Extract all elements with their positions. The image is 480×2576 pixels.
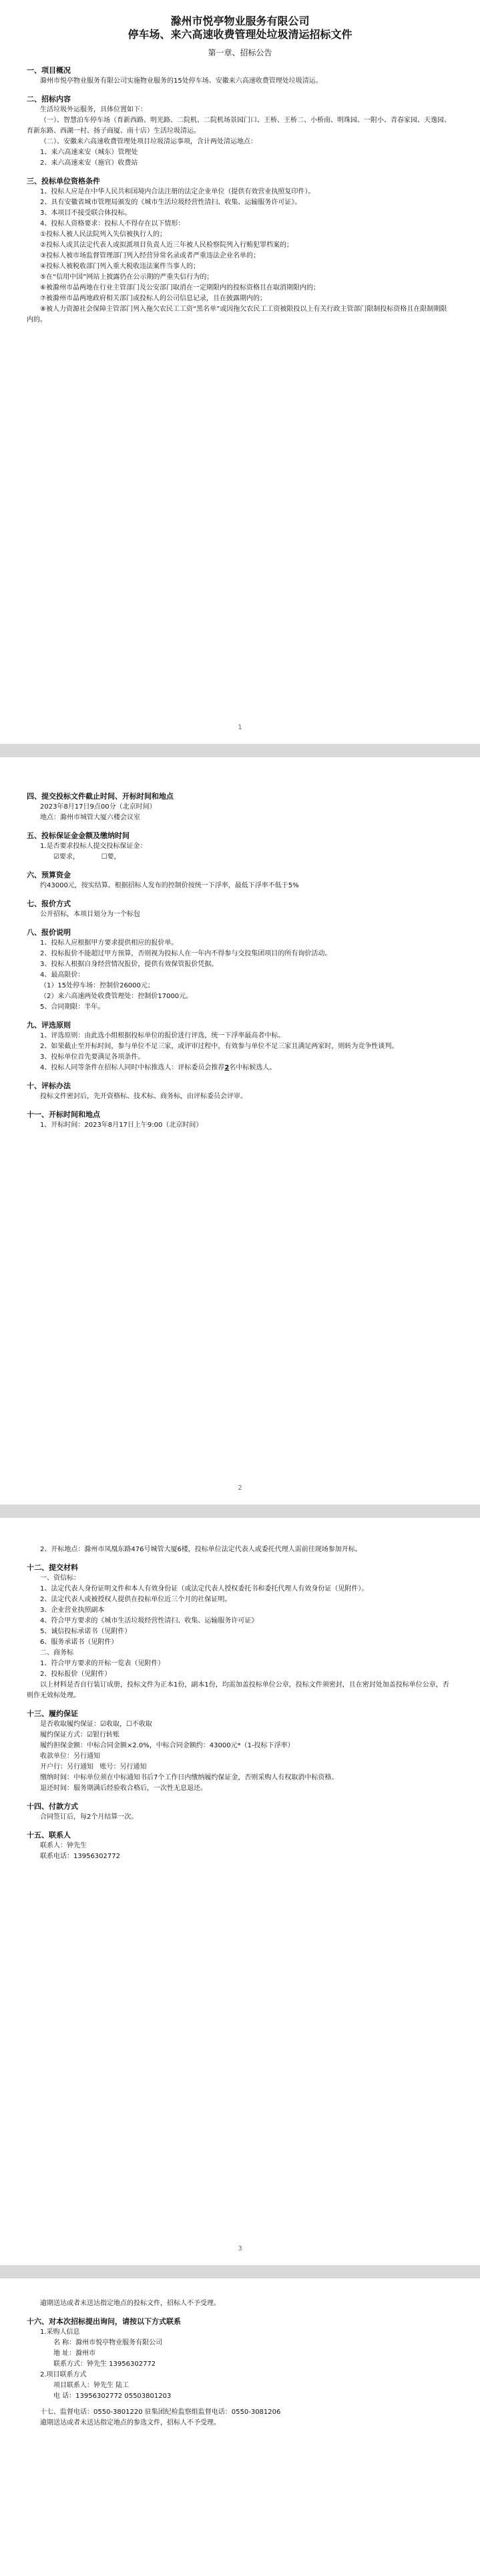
section-heading: 十六、对本次招标提出询问，请按以下方式联系 <box>27 2317 181 2326</box>
paragraph: 3、本项目不接受联合体投标。 <box>40 209 132 217</box>
section-heading: 三、投标单位资格条件 <box>27 177 100 185</box>
list-item: ⑥被滁州市晶两地在行业主管部门及公安部门取消在一定期限内的投标资格且在取消期限内的； <box>40 284 320 292</box>
paragraph: 投标文件密封后，先开资格标、技术标、商务标，由评标委员会评审。 <box>40 1093 247 1100</box>
paragraph: 1、评选原则：由此选小组根据投标单位的报价进行评选，统一下浮率最高者中标。 <box>40 1032 285 1039</box>
paragraph: 以上材料是否自行装订成册，投标文件为正本1份，副本1份，均需加盖投标单位公章，投标文件须密封，且在密封处加盖投标单位公章，否则作无效标处理。 <box>27 1681 449 1699</box>
section-heading: 七、报价方式 <box>27 899 71 908</box>
paragraph: 2、投标报价不能超过甲方预算，否则视为投标人在一年内不得参与交投集团项目的所有询价活动。 <box>40 950 332 957</box>
section-heading: 十三、履约保证 <box>27 1709 78 1718</box>
doc-org: 滁州市悦亭物业服务有限公司 <box>170 15 310 27</box>
list-item: ⑤在“信用中国”网站上披露仍在公示期的严重失信行为的； <box>40 274 214 281</box>
paragraph: 3、投标单位首先要满足各项条件。 <box>40 1053 145 1061</box>
list-item: 1、法定代表人身份证明文件和本人有效身份证（或法定代表人授权委托书和委托代理人有效身份证（见附件）。 <box>40 1585 369 1593</box>
value: 另行通知 <box>119 1763 147 1771</box>
paragraph: 1.是否要求投标人提交投标保证金： <box>40 843 147 850</box>
paragraph: 4、最高限价： <box>40 971 85 979</box>
paragraph: 公开招标，本项目划分为一个标包 <box>40 911 140 918</box>
paragraph: 地点：滁州市城管大厦六楼会议室 <box>40 814 140 821</box>
section-heading: 十四、付款方式 <box>27 1802 78 1811</box>
label: 开户行： <box>40 1763 67 1771</box>
list-item: 2、法定代表人或被授权人提供在投标单位近三个月的社保证明。 <box>40 1596 232 1603</box>
paragraph: 二、商务标 <box>40 1649 73 1657</box>
checkbox-required[interactable]: ☑要求， <box>53 853 79 861</box>
checkbox-row <box>27 852 453 863</box>
paragraph: 缴纳时间：中标单位须在中标通知书后7个工作日内缴纳履约保证金，否则采购人有权取消中标资格。 <box>40 1774 338 1781</box>
text: 名中标候选人。 <box>229 1064 276 1071</box>
paragraph: 3、投标人根据自身经营情况报价，提供有效保管报价凭据。 <box>40 961 218 968</box>
paragraph: 5、合同期限：半年。 <box>40 1003 105 1011</box>
paragraph: 2、如果截止至开标时间，参与单位不足三家，或评审过程中，有效参与单位不足三家且满足两家时，则转为竞争性谈判。 <box>40 1043 399 1050</box>
page-4 <box>0 2278 480 2576</box>
list-item: （1）15处停车场：控制价26000元； <box>40 982 154 989</box>
list-item: ⑧被人力资源社会保障主管部门列入拖欠农民工工资“黑名单”或因拖欠农民工工资被限投以上有关行政主管部门限制投标资格且在限制期限内的。 <box>27 306 447 324</box>
doc-title: 停车场、来六高速收费管理处垃圾清运招标文件 <box>128 28 352 41</box>
paragraph: 履约担保金额：中标合同金额×2.0%，中标合同金额约：43000元*（1-投标下浮率） <box>40 1742 294 1749</box>
section-heading: 四、提交投标文件截止时间、开标时间和地点 <box>27 792 174 801</box>
paragraph: 1、开标时间：2023年8月17日上午9:00（北京时间） <box>40 1122 203 1129</box>
checkbox-not-required[interactable]: ☐要， <box>101 853 121 861</box>
list-item: 地 址：滁州市 <box>53 2350 96 2357</box>
paragraph: 退还时间：服务期满后经验收合格后，一次性无息退还。 <box>40 1785 207 1792</box>
list-item: 联系方式：钟先生 13956302772 <box>53 2360 156 2368</box>
page-1 <box>0 0 480 744</box>
paragraph: 1.采购人信息 <box>40 2328 80 2336</box>
label: 账号： <box>99 1763 120 1771</box>
list-item: ③投标人被市场监督管理部门列入经营异常名录或者严重违法企业名单的； <box>40 252 260 260</box>
page-3 <box>0 1518 480 2265</box>
section-heading: 八、报价说明 <box>27 928 71 937</box>
paragraph: 合同签订后，每2个月结算一次。 <box>40 1813 138 1821</box>
paragraph: 逾期送达或者未送达指定地点的投标文件，招标人不予受理。 <box>40 2300 220 2307</box>
paragraph <box>27 1762 453 1773</box>
value: 另行通知 <box>73 1753 100 1760</box>
paragraph: 十七、监督电话：0550-3801220 驻集团纪检监察组监督电话：0550-3081206 <box>40 2409 281 2416</box>
section-heading: 十、评标办法 <box>27 1082 71 1090</box>
paragraph: 是否收取履约保证：☑收取，☐不收取 <box>40 1721 152 1728</box>
text: 2 <box>224 1064 230 1071</box>
list-item: 1、来六高速来安（城东）管理处 <box>40 149 138 156</box>
list-item: 3、企业营业执照副本 <box>40 1607 105 1614</box>
paragraph: 2、开标地点：滁州市凤凰东路476号城管大厦6楼，投标单位法定代表人或委托代理人需前往现场参加开标。 <box>40 1546 362 1553</box>
paragraph: 2、具有安徽省城市管理局颁发的《城市生活垃圾经营性清扫、收集、运输服务许可证》。 <box>40 199 302 206</box>
list-item: 项目联系人：钟先生 陆工 <box>53 2382 130 2389</box>
section-heading: 十一、开标时间和地点 <box>27 1110 100 1119</box>
list-item: 1、符合甲方要求的开标一览表（见附件） <box>40 1660 165 1667</box>
page-number: 3 <box>238 2245 242 2252</box>
list-item: ④投标人被税收部门列入重大税收违法案件当事人的； <box>40 263 200 270</box>
section-heading: 五、投标保证金金额及缴纳时间 <box>27 831 130 840</box>
paragraph <box>27 1751 453 1762</box>
paragraph: 2023年8月17日9点00分（北京时间） <box>40 803 156 811</box>
paragraph: 一、资信标： <box>40 1575 80 1582</box>
section-heading: 一、项目概况 <box>27 66 71 75</box>
list-item: 5、诚信投标承诺书（见附件） <box>40 1628 132 1635</box>
paragraph: 1、投标人应根据甲方要求提供相应的报价单。 <box>40 939 178 947</box>
section-heading: 六、预算资金 <box>27 871 71 879</box>
section-heading: 十二、提交材料 <box>27 1563 78 1572</box>
paragraph: 履约保证方式：☑银行转账 <box>40 1731 119 1739</box>
list-item: ⑦被滁州市晶两地政府相关部门或投标人的公司信息记录，且在披露期内的； <box>40 295 266 302</box>
paragraph: 1、投标人应是在中华人民共和国境内合法注册的法定企业单位（提供有效营业执照复印件）。 <box>40 188 315 195</box>
label: 收款单位： <box>40 1753 73 1760</box>
value: 另行通知 <box>67 1763 93 1771</box>
paragraph: 2.项目联系方式 <box>40 2371 87 2379</box>
list-item: （2）来六高速两处收费管理处：控制价17000元。 <box>40 993 193 1000</box>
list-item: ②投标人或其法定代表人或拟派项目负责人近三年被人民检察院列入行贿犯罪档案的； <box>40 242 293 249</box>
list-item: 电 话：13956302772 05503801203 <box>53 2393 172 2400</box>
paragraph: （二）、安徽来六高速收费管理处项目垃圾清运事项，含计两处清运地点： <box>40 138 257 145</box>
text: 4、投标人同等条件在招标人同时中标推选人：评标委员会推荐 <box>40 1064 225 1071</box>
paragraph: 生活垃圾外运服务，具体位置如下： <box>40 106 147 113</box>
list-item: 名 称：滁州市悦亭物业服务有限公司 <box>53 2339 163 2346</box>
section-heading: 九、评选原则 <box>27 1021 71 1029</box>
paragraph: （一）、智慧泊车停车场（育新西路、明光路、二院机、二院机场景园门口、王桥、王桥二、小桥南、明珠园、一附小、青春家园、天逸园、育新东路、西湖一村、扬子商厦、南十店）生活垃圾清运。 <box>27 117 451 135</box>
paragraph: 约43000元，按实结算。根据招标人发布的控制价按统一下浮率，最低下浮率不低于5% <box>40 882 299 889</box>
list-item: 4、符合甲方要求的《城市生活垃圾经营性清扫、收集、运输服务许可证》 <box>40 1617 258 1625</box>
page-2 <box>0 757 480 1505</box>
chapter-title: 第一章、招标公告 <box>208 48 272 57</box>
paragraph: 逾期送达或者未送达指定地点的参选文件，招标人不予受理。 <box>40 2419 220 2427</box>
list-item: 2、来六高速来安（施官）收费站 <box>40 159 138 167</box>
paragraph <box>27 1063 453 1074</box>
list-item: ①投标人被人民法院列入失信被执行人的； <box>40 231 166 238</box>
list-item: 2、投标报价（见附件） <box>40 1671 111 1678</box>
list-item: 6、服务承诺书（见附件） <box>40 1639 118 1646</box>
page-number: 2 <box>238 1484 242 1492</box>
paragraph: 4、投标人资格要求：投标人不得存在以下情形： <box>40 220 185 228</box>
page-number: 1 <box>238 724 242 731</box>
paragraph: 滁州市悦亭物业服务有限公司实施物业服务的15处停车场、安徽来六高速收费管理处垃圾清运。 <box>40 77 322 85</box>
paragraph: 联系人：钟先生 <box>40 1842 87 1849</box>
paragraph: 联系电话：13956302772 <box>40 1853 120 1860</box>
section-heading: 十五、联系人 <box>27 1831 71 1839</box>
section-heading: 二、招标内容 <box>27 95 71 103</box>
